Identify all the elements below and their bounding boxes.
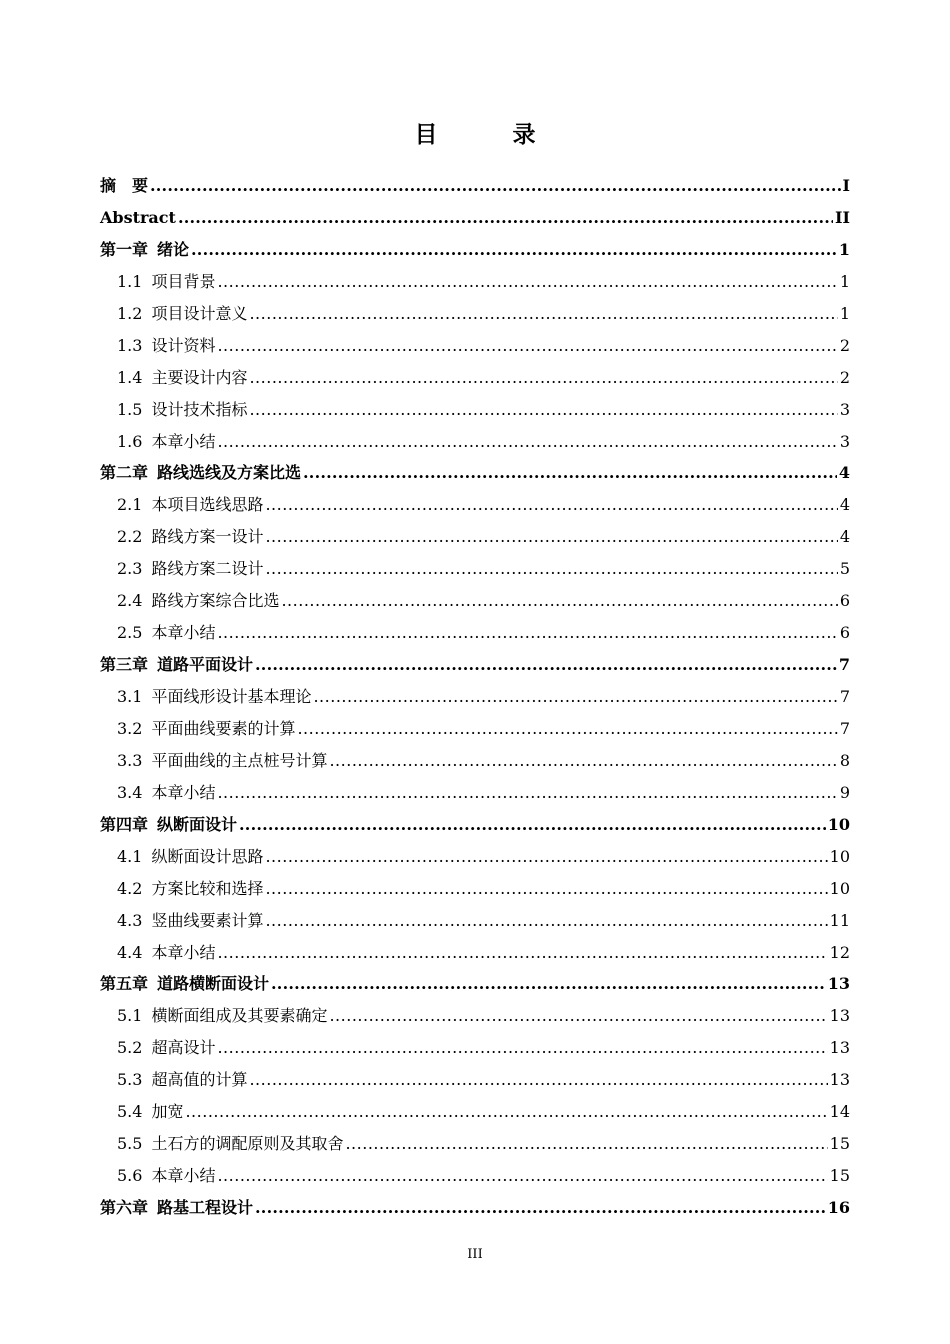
toc-dot-leader: [217, 266, 837, 298]
toc-entry-page: 13: [829, 1038, 850, 1058]
toc-entry-page: 8: [839, 750, 850, 770]
toc-section-entry[interactable]: [100, 617, 850, 649]
toc-entry-page: 3: [839, 431, 850, 451]
toc-section-entry[interactable]: [100, 362, 850, 394]
toc-entry-number: 5.6: [117, 1166, 143, 1186]
toc-section-entry[interactable]: [100, 1160, 850, 1192]
toc-entry-label: 道路平面设计: [157, 655, 254, 675]
toc-entry-number: 2.5: [117, 623, 143, 643]
toc-section-entry[interactable]: [100, 1128, 850, 1160]
toc-section-entry[interactable]: [100, 330, 850, 362]
toc-dot-leader: [255, 649, 837, 681]
toc-entry-page: 1: [838, 239, 850, 259]
toc-section-entry[interactable]: [100, 1000, 850, 1032]
toc-entry-page: 7: [839, 687, 850, 706]
toc-entry-label: 超高值的计算: [151, 1070, 248, 1090]
toc-entry-page: 3: [839, 399, 850, 419]
toc-entry-number: 2.3: [117, 559, 143, 579]
toc-dot-leader: [265, 905, 827, 937]
toc-section-entry[interactable]: [100, 1096, 850, 1128]
toc-entry-label: 路基工程设计: [157, 1198, 254, 1217]
toc-entry-page: 16: [827, 1198, 850, 1217]
toc-entry-label: 路线方案二设计: [151, 559, 264, 579]
toc-entry-label: 横断面组成及其要素确定: [151, 1006, 328, 1026]
toc-chapter-entry[interactable]: [100, 202, 850, 234]
toc-entry-number: 1.3: [117, 335, 143, 355]
toc-dot-leader: [249, 362, 837, 394]
toc-entry-number: 3.1: [117, 687, 143, 706]
toc-dot-leader: [239, 809, 826, 841]
toc-entry-label: 本章小结: [151, 1166, 216, 1186]
toc-dot-leader: [217, 937, 827, 969]
toc-entry-page: I: [842, 176, 850, 195]
toc-dot-leader: [271, 968, 826, 1000]
toc-dot-leader: [345, 1128, 827, 1160]
toc-dot-leader: [329, 745, 837, 777]
toc-chapter-entry[interactable]: [100, 968, 850, 1000]
toc-entry-label: 路线方案综合比选: [151, 591, 280, 611]
toc-entry-label: 项目背景: [151, 271, 216, 291]
toc-dot-leader: [217, 617, 837, 649]
toc-entry-number: 第一章: [100, 239, 149, 259]
toc-dot-leader: [265, 521, 837, 553]
toc-entry-label: 平面曲线的主点桩号计算: [151, 750, 328, 770]
toc-dot-leader: [329, 1000, 827, 1032]
toc-dot-leader: [249, 298, 837, 330]
toc-dot-leader: [191, 234, 837, 266]
toc-dot-leader: [249, 394, 837, 426]
toc-dot-leader: [265, 553, 837, 585]
toc-entry-label: 绪论: [157, 239, 190, 259]
toc-entry-label: 道路横断面设计: [157, 974, 270, 994]
toc-chapter-entry[interactable]: [100, 809, 850, 841]
toc-section-entry[interactable]: [100, 713, 850, 745]
page-title: 目 录: [414, 121, 562, 148]
toc-dot-leader: [178, 202, 833, 234]
toc-entry-label: 设计技术指标: [151, 399, 248, 419]
toc-dot-leader: [249, 1064, 827, 1096]
toc-entry-label: 方案比较和选择: [151, 878, 264, 898]
toc-entry-page: 13: [829, 1070, 850, 1090]
toc-chapter-entry[interactable]: [100, 234, 850, 266]
toc-entry-number: 1.6: [117, 431, 143, 451]
toc-entry-page: 6: [839, 591, 850, 611]
toc-entry-number: 5.2: [117, 1038, 143, 1058]
toc-entry-page: 10: [829, 878, 850, 898]
toc-entry-page: 12: [829, 942, 850, 962]
toc-entry-label: 路线选线及方案比选: [157, 463, 302, 483]
toc-chapter-entry[interactable]: [100, 170, 850, 202]
toc-entry-page: 13: [829, 1006, 850, 1026]
toc-entry-page: 2: [839, 335, 850, 355]
toc-section-entry[interactable]: [100, 426, 850, 458]
toc-entry-page: 1: [839, 303, 850, 323]
toc-entry-number: 1.2: [117, 303, 143, 323]
toc-section-entry[interactable]: [100, 745, 850, 777]
toc-entry-page: 13: [827, 974, 850, 994]
toc-entry-label: 路线方案一设计: [151, 527, 264, 547]
toc-section-entry[interactable]: [100, 1032, 850, 1064]
toc-entry-number: 5.3: [117, 1070, 143, 1090]
toc-entry-page: II: [835, 207, 850, 227]
toc-entry-page: 1: [839, 271, 850, 291]
toc-entry-number: 1.4: [117, 367, 143, 387]
toc-entry-number: 3.2: [117, 718, 143, 738]
toc-dot-leader: [265, 873, 827, 905]
toc-entry-number: 2.2: [117, 527, 143, 547]
toc-dot-leader: [281, 585, 837, 617]
toc-entry-label: 主要设计内容: [151, 367, 248, 387]
toc-entry-page: 2: [839, 367, 850, 387]
toc-dot-leader: [217, 777, 837, 809]
toc-dot-leader: [217, 1032, 827, 1064]
page-number: III: [467, 1247, 483, 1262]
toc-entry-label: 本章小结: [151, 623, 216, 643]
toc-section-entry[interactable]: [100, 298, 850, 330]
toc-entry-number: 5.4: [117, 1102, 143, 1122]
toc-entry-page: 15: [829, 1166, 850, 1186]
toc-entry-number: 第四章: [100, 814, 149, 834]
toc-chapter-entry[interactable]: [100, 457, 850, 489]
toc-chapter-entry[interactable]: [100, 649, 850, 681]
toc-entry-page: 11: [829, 910, 850, 930]
table-of-contents: [100, 170, 850, 1224]
toc-entry-label: 平面线形设计基本理论: [151, 687, 312, 706]
toc-dot-leader: [313, 681, 837, 713]
toc-dot-leader: [265, 841, 827, 873]
toc-entry-page: 10: [827, 814, 850, 834]
toc-entry-number: 1.5: [117, 399, 143, 419]
toc-section-entry[interactable]: [100, 266, 850, 298]
toc-entry-number: 2.4: [117, 591, 143, 611]
toc-section-entry[interactable]: [100, 394, 850, 426]
toc-entry-number: 第五章: [100, 974, 149, 994]
toc-entry-label: 竖曲线要素计算: [151, 910, 264, 930]
toc-entry-number: 4.4: [117, 942, 143, 962]
toc-entry-label: 本章小结: [151, 431, 216, 451]
toc-section-entry[interactable]: [100, 681, 850, 713]
toc-chapter-entry[interactable]: [100, 1192, 850, 1224]
toc-entry-label: 设计资料: [151, 335, 216, 355]
toc-dot-leader: [185, 1096, 827, 1128]
toc-section-entry[interactable]: [100, 585, 850, 617]
toc-entry-number: 4.1: [117, 846, 143, 866]
toc-entry-number: 5.5: [117, 1134, 143, 1154]
toc-section-entry[interactable]: [100, 553, 850, 585]
toc-entry-page: 5: [839, 559, 850, 579]
toc-entry-number: 3.3: [117, 750, 143, 770]
toc-entry-page: 14: [829, 1102, 850, 1122]
toc-entry-label: 本章小结: [151, 782, 216, 802]
toc-entry-page: 15: [829, 1134, 850, 1154]
toc-entry-page: 4: [839, 495, 850, 515]
toc-entry-label: Abstract: [100, 207, 176, 227]
toc-entry-number: 4.3: [117, 910, 143, 930]
toc-entry-page: 10: [829, 846, 850, 866]
toc-section-entry[interactable]: [100, 841, 850, 873]
toc-entry-number: 5.1: [117, 1006, 143, 1026]
toc-entry-page: 7: [839, 718, 850, 738]
toc-entry-label: 土石方的调配原则及其取舍: [151, 1134, 344, 1154]
toc-dot-leader: [217, 1160, 827, 1192]
toc-entry-label: 纵断面设计思路: [151, 846, 264, 866]
toc-entry-label: 加宽: [151, 1102, 184, 1122]
toc-section-entry[interactable]: [100, 1064, 850, 1096]
toc-entry-label: 本项目选线思路: [151, 495, 264, 515]
toc-entry-label: 纵断面设计: [157, 814, 238, 834]
toc-entry-page: 9: [839, 782, 850, 802]
toc-entry-label: 本章小结: [151, 942, 216, 962]
toc-entry-label: 平面曲线要素的计算: [151, 718, 296, 738]
toc-entry-page: 4: [839, 527, 850, 547]
toc-entry-label: 摘 要: [100, 176, 149, 195]
toc-entry-number: 2.1: [117, 495, 143, 515]
toc-entry-page: 4: [838, 463, 850, 483]
toc-entry-label: 超高设计: [151, 1038, 216, 1058]
toc-entry-page: 7: [838, 655, 850, 675]
toc-section-entry[interactable]: [100, 937, 850, 969]
toc-entry-number: 3.4: [117, 782, 143, 802]
toc-section-entry[interactable]: [100, 777, 850, 809]
toc-dot-leader: [265, 489, 837, 521]
toc-section-entry[interactable]: [100, 521, 850, 553]
toc-dot-leader: [150, 170, 841, 202]
toc-section-entry[interactable]: [100, 489, 850, 521]
toc-entry-label: 项目设计意义: [151, 303, 248, 323]
toc-entry-number: 第三章: [100, 655, 149, 675]
toc-dot-leader: [217, 426, 837, 458]
toc-entry-number: 4.2: [117, 878, 143, 898]
toc-section-entry[interactable]: [100, 873, 850, 905]
toc-entry-number: 第二章: [100, 463, 149, 483]
toc-entry-page: 6: [839, 623, 850, 643]
toc-dot-leader: [217, 330, 837, 362]
toc-dot-leader: [297, 713, 837, 745]
toc-entry-number: 第六章: [100, 1198, 149, 1217]
toc-section-entry[interactable]: [100, 905, 850, 937]
toc-dot-leader: [255, 1192, 826, 1224]
toc-dot-leader: [303, 457, 837, 489]
toc-entry-number: 1.1: [117, 271, 143, 291]
